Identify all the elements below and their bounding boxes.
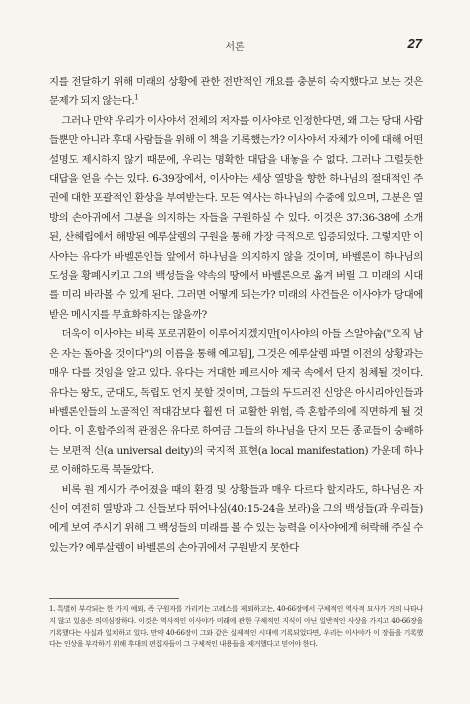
page-number: 27 [407, 36, 422, 51]
footnote-1-label: 1. [49, 605, 56, 613]
footnote-1 [49, 604, 423, 651]
running-head [0, 36, 470, 56]
running-title: 서론 [225, 42, 245, 53]
paragraph-3: 더욱이 이사야는 비록 포로귀환이 이루어지겠지만[이사야의 아들 스알야숩("오직 남은 자는 돌아올 것이다")의 이름을 통해 예고됨], 그것은 예루살렘 파멸 이전의 상황과는 매우 다를 것임을 알고 있다. 유다는 거대한 페르시아 제국 속에서 단지 침체될 것이다. 유다는 왕도, 군대도, 독립도 언지 못할 것이며, 그들의 두드러진 신앙은 아시리아인들과 바벨론인들의 노골적인 적대감보다 훨씬 더 교활한 위험, 즉 혼합주의에 직면하게 될 것이다. 이 혼합주의적 관점은 유다로 하여금 그들의 하나님을 단지 모든 종교들이 숭배하는 보편적 신(a universal deity)의 국지적 표현(a local manifestation) 가운데 하나로 이해하도록 북돋았다. [49, 328, 423, 477]
paragraph-1-text: 지를 전달하기 위해 미래의 상황에 관한 전반적인 개요를 충분히 숙지했다고 보는 것은 문제가 되지 않는다. [49, 76, 423, 108]
footnote-ref-1: 1 [134, 93, 139, 102]
footnote-divider [49, 598, 179, 599]
paragraph-1 [49, 73, 423, 112]
footnote-1-text: 특별히 부각되는 한 가지 예외, 즉 구원자를 가리키는 고레스를 제외하고는, 40-66장에서 구체적인 역사적 묘사가 거의 나타나지 않고 있음은 의미심장하다. 이것은 역사적인 이사야가 미래에 관한 구체적인 지식이 아닌 일반적인 사상을 가지고 40-66장을 기록했다는 사실과 일치하고 있다. 만약 40-66장이 그와 같은 실제적인 시대에 기록되었다면, 우리는 이사야가 이 장들을 기록했다는 인상을 부각하기 위해 후대의 편집자들이 그 구체적인 내용들을 제거했다고 믿어야 한다. [49, 605, 423, 649]
paragraph-2: 그러나 만약 우리가 이사야서 전체의 저자를 이사야로 인정한다면, 왜 그는 당대 사람들뿐만 아니라 후대 사람들을 위해 이 책을 기록했는가? 이사야서 자체가 이에 대해 어떤 설명도 제시하지 않기 때문에, 우리는 명확한 대답을 내놓을 수 없다. 그러나 그럴듯한 대답을 얻을 수는 있다. 6-39장에서, 이사야는 세상 열방을 향한 하나님의 절대적인 주권에 대한 포괄적인 환상을 부여받는다. 모든 역사는 하나님의 수중에 있으며, 그분은 열방의 손아귀에서 그분을 의지하는 자들을 구원하실 수 있다. 이것은 37:36-38에 소개된, 산헤립에서 해방된 예루살렘의 구원을 통해 가장 극적으로 입증되었다. 그렇지만 이사야는 유다가 바벨론인들 앞에서 하나님을 의지하지 않을 것이며, 바벨론이 하나님의 도성을 황폐시키고 그의 백성들을 약속의 땅에서 바벨론으로 옮겨 버릴 그 미래의 시대를 미리 바라볼 수 있게 된다. 그러면 어떻게 되는가? 미래의 사건들은 이사야가 당대에 받은 메시지를 무효화하지는 않을까? [49, 114, 423, 321]
body-text [49, 73, 423, 558]
paragraph-4: 비록 원 계시가 주어졌을 때의 환경 및 상황들과 매우 다르다 할지라도, 하나님은 자신이 여전히 열방과 그 신들보다 뛰어나심(40:15-24을 보라)을 그의 백성들(과 우리들)에게 보여 주시기 위해 그 백성들의 미래를 볼 수 있는 능력을 이사야에게 허락해 주실 수 있는가? 예루살렘이 바벨론의 손아귀에서 구원받지 못한다 [49, 483, 423, 554]
